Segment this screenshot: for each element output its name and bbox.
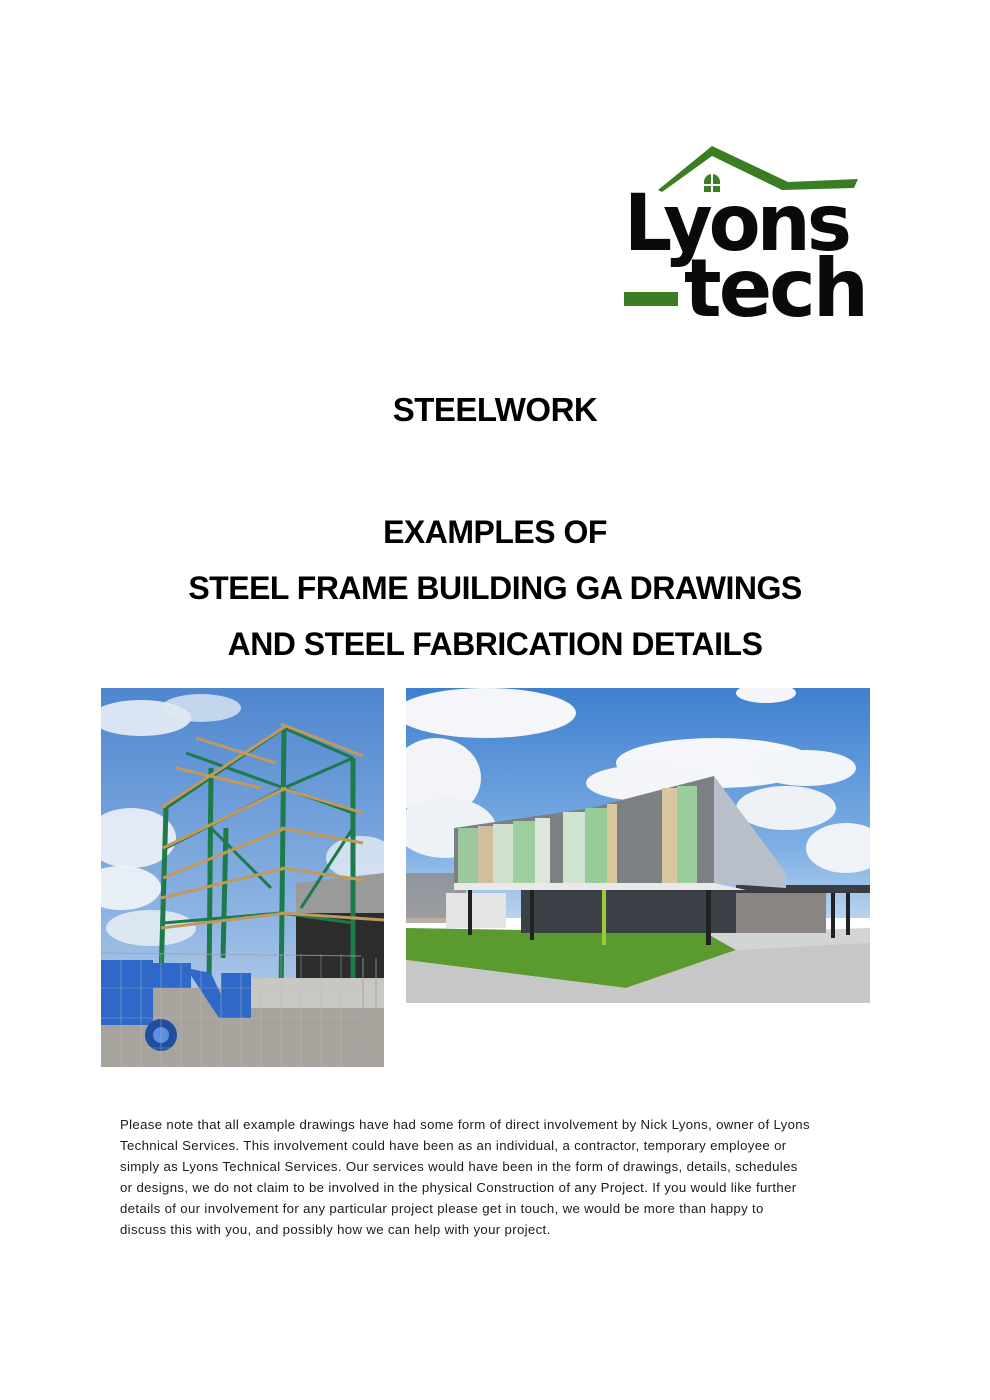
steel-frame-construction-photo xyxy=(101,688,384,1067)
disclaimer-line: or designs, we do not claim to be involved in the physical Construction of any Project. If you would like further xyxy=(120,1180,797,1195)
subtitle-line-3: AND STEEL FABRICATION DETAILS xyxy=(227,626,763,662)
disclaimer-line: Please note that all example drawings have had some form of direct involvement by Nick Lyons, owner of Lyons xyxy=(120,1117,810,1132)
completed-building-photo xyxy=(406,688,870,1003)
disclaimer-line: discuss this with you, and possibly how we can help with your project. xyxy=(120,1222,551,1237)
disclaimer-line: simply as Lyons Technical Services. Our services would have been in the form of drawings, details, schedules xyxy=(120,1159,798,1174)
svg-text:tech: tech xyxy=(684,242,866,324)
disclaimer-paragraph xyxy=(120,1114,880,1240)
disclaimer-line: details of our involvement for any particular project please get in touch, we would be more than happy to xyxy=(120,1201,764,1216)
page-title: STEELWORK xyxy=(392,391,598,428)
disclaimer-line: Technical Services. This involvement could have been as an individual, a contractor, temporary employee or xyxy=(120,1138,787,1153)
subtitle xyxy=(0,504,990,672)
subtitle-line-2: STEEL FRAME BUILDING GA DRAWINGS xyxy=(188,570,802,606)
lyons-tech-logo xyxy=(622,142,872,324)
house-roof-icon xyxy=(622,142,872,324)
svg-text:Lyons: Lyons xyxy=(624,179,849,269)
subtitle-line-1: EXAMPLES OF xyxy=(383,514,607,550)
